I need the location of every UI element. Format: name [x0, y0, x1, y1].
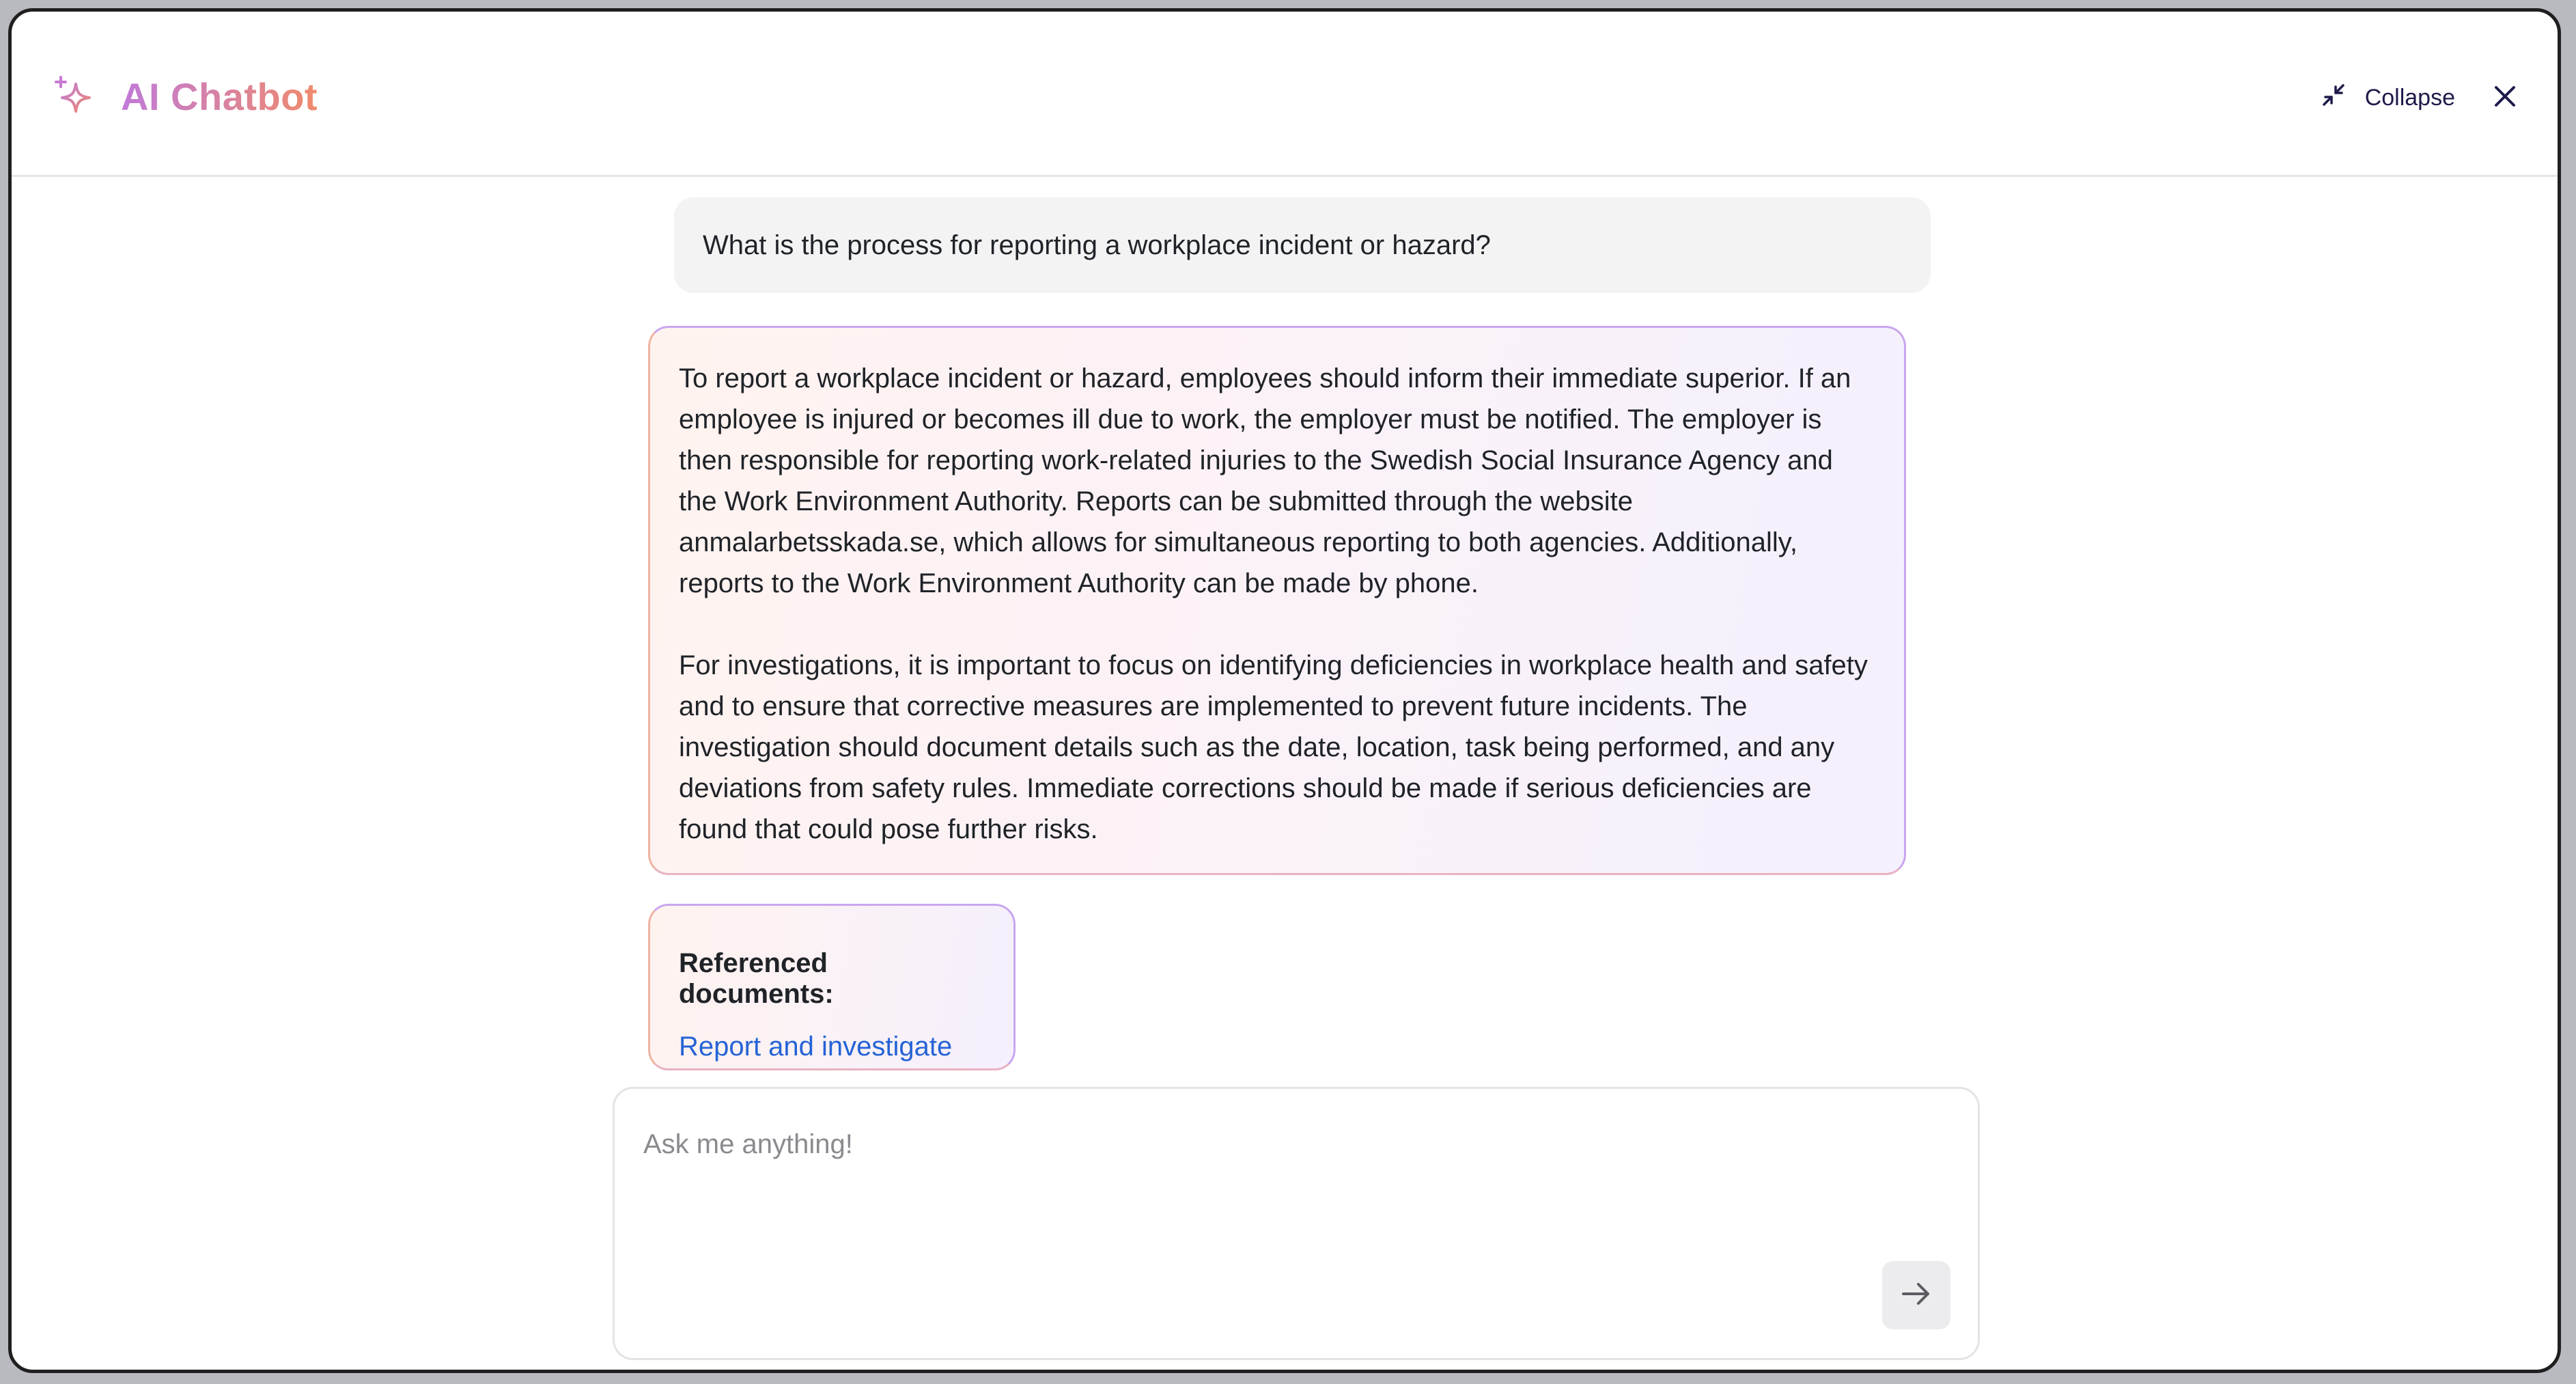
- bot-message: [648, 326, 1906, 875]
- user-message-text: What is the process for reporting a workplace incident or hazard?: [703, 230, 1491, 260]
- referenced-documents-title: Referenced documents:: [679, 948, 834, 1009]
- arrow-right-icon: [1901, 1280, 1932, 1311]
- collapse-arrows-icon: [2321, 83, 2346, 113]
- message-input[interactable]: [642, 1116, 1806, 1172]
- close-icon: [2493, 85, 2517, 111]
- referenced-documents: [648, 904, 1016, 1070]
- chatbot-header: [12, 12, 2558, 177]
- chatbot-window: [8, 8, 2561, 1373]
- header-actions: [2321, 83, 2517, 113]
- sparkle-icon: [53, 76, 94, 118]
- reference-link[interactable]: Report and investigate: [679, 1032, 953, 1062]
- bot-message-paragraph: To report a workplace incident or hazard, employees should inform their immediate superior. If an employee is injured or becomes ill due to work, the employer must be notified. The employer is then responsible for reporting work-related injuries to the Swedish Social Insurance Agency and the Work Environment Authority. Reports can be submitted through the website anmalarbetsskada.se, which allows for simultaneous reporting to both agencies. Additionally, reports to the Work Environment Authority can be made by phone.: [679, 363, 1851, 598]
- collapse-button[interactable]: [2321, 83, 2455, 113]
- collapse-label: Collapse: [2364, 85, 2455, 111]
- user-message: [674, 197, 1931, 293]
- send-button[interactable]: [1882, 1261, 1950, 1329]
- brand: [53, 74, 318, 119]
- chatbot-title: AI Chatbot: [121, 75, 318, 118]
- close-button[interactable]: [2493, 85, 2517, 111]
- message-composer: [613, 1087, 1980, 1360]
- bot-message-paragraph: For investigations, it is important to focus on identifying deficiencies in workplace health and safety and to ensure that corrective measures are implemented to prevent future incidents. The investigation should document details such as the date, location, task being performed, and any deviations from safety rules. Immediate corrections should be made if serious deficiencies are found that could pose further risks.: [679, 650, 1868, 844]
